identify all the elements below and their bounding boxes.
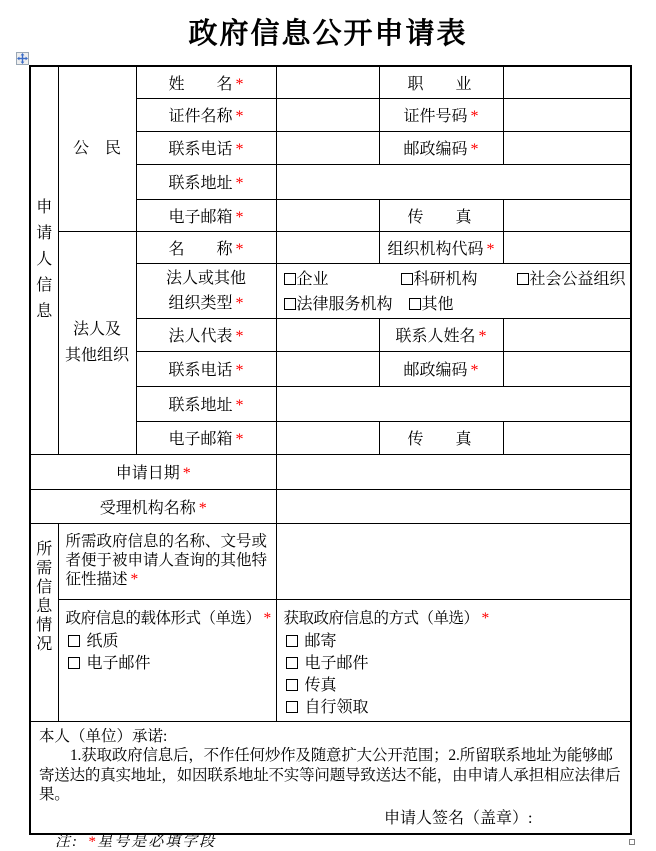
org-code-input-cell[interactable]: [503, 231, 631, 263]
required-star: *: [235, 362, 244, 379]
legal-group-header: [58, 231, 136, 454]
required-star: *: [130, 570, 139, 588]
checkbox-item-research[interactable]: [401, 267, 513, 292]
citizen-email-label-cell: [136, 199, 276, 231]
move-arrows-icon: [17, 53, 28, 64]
field-label: 电子邮箱: [168, 431, 233, 448]
org-type-label-line2: [137, 291, 276, 316]
required-star: *: [235, 75, 244, 93]
legal-phone-label-cell: [136, 351, 276, 386]
checkbox-label: 科研机构: [413, 270, 478, 288]
required-star: *: [198, 499, 207, 517]
checkbox-item-fax[interactable]: [277, 674, 631, 696]
checkbox-icon[interactable]: [68, 657, 80, 669]
citizen-idtype-label-cell: [136, 98, 276, 131]
legal-rep-input-cell[interactable]: [276, 318, 379, 351]
required-star: *: [235, 240, 244, 258]
checkbox-icon[interactable]: [286, 635, 298, 647]
field-label: 电子邮箱: [168, 208, 233, 226]
field-label: 联系电话: [168, 141, 233, 158]
checkbox-icon[interactable]: [286, 701, 298, 713]
table-resize-handle[interactable]: [629, 839, 635, 845]
org-type-options-cell: [276, 263, 631, 318]
citizen-group-header: [58, 66, 136, 231]
checkbox-label: 自行领取: [304, 698, 369, 716]
field-label: 联系电话: [168, 362, 233, 379]
checkbox-icon[interactable]: [401, 273, 413, 285]
signature-label: 申请人签名（盖章）:: [384, 809, 533, 827]
required-star: *: [87, 834, 98, 850]
checkbox-icon[interactable]: [68, 635, 80, 647]
citizen-fax-label-cell: [379, 199, 503, 231]
checkbox-label: 社会公益组织: [529, 270, 626, 288]
citizen-postcode-label-cell: [379, 131, 503, 164]
legal-postcode-label-cell: [379, 351, 503, 386]
legal-fax-input-cell[interactable]: [503, 421, 631, 454]
required-star: *: [486, 240, 495, 258]
field-label: 联系人姓名: [395, 328, 476, 345]
org-type-options-line1: [284, 267, 631, 292]
required-star: *: [235, 294, 244, 312]
citizen-name-label-cell: [136, 66, 276, 98]
field-label: 获取政府信息的方式（单选）: [283, 609, 479, 627]
field-label: 申请日期: [115, 465, 180, 482]
checkbox-label: 企业: [296, 270, 329, 288]
obtain-method-cell: [276, 599, 631, 721]
org-name-input-cell[interactable]: [276, 231, 379, 263]
field-label: 法人代表: [168, 328, 233, 345]
citizen-fax-input-cell[interactable]: [503, 199, 631, 231]
pledge-cell: [30, 721, 631, 834]
apply-date-input-cell[interactable]: [276, 454, 631, 489]
contact-name-label-cell: [379, 318, 503, 351]
org-type-options-line2: [284, 292, 631, 317]
checkbox-label: 纸质: [86, 632, 119, 650]
checkbox-icon[interactable]: [286, 679, 298, 691]
checkbox-item-self-pickup[interactable]: [277, 696, 631, 718]
field-label: 政府信息的载体形式（单选）: [65, 609, 261, 627]
legal-address-label-cell: [136, 386, 276, 421]
checkbox-icon[interactable]: [517, 273, 529, 285]
required-star: *: [235, 141, 244, 158]
citizen-idnumber-label-cell: [379, 98, 503, 131]
field-label: 受理机构名称: [99, 499, 196, 517]
required-star: *: [478, 328, 487, 345]
field-label: 名 称: [168, 240, 233, 258]
table-move-handle[interactable]: [16, 52, 29, 65]
checkbox-label: 其他: [421, 295, 454, 313]
field-label: 证件号码: [403, 108, 468, 125]
citizen-idtype-input-cell[interactable]: [276, 98, 379, 131]
checkbox-item-enterprise[interactable]: [284, 267, 397, 292]
checkbox-label: 传真: [304, 676, 337, 694]
checkbox-item-method-email[interactable]: [277, 652, 631, 674]
required-star: *: [235, 431, 244, 448]
citizen-address-input-cell[interactable]: [276, 164, 631, 199]
carrier-format-cell: [58, 599, 276, 721]
checkbox-label: 电子邮件: [86, 654, 151, 672]
citizen-email-input-cell[interactable]: [276, 199, 379, 231]
citizen-occupation-label-cell: [379, 66, 503, 98]
citizen-idnumber-input-cell[interactable]: [503, 98, 631, 131]
field-label: 所需政府信息的名称、文号或者便于被申请人查询的其他特征性描述: [65, 532, 268, 588]
pledge-heading: 本人（单位）承诺:: [39, 727, 168, 745]
checkbox-item-paper[interactable]: [59, 630, 276, 652]
legal-group-label-line2: 其他组织: [64, 346, 129, 364]
checkbox-item-carrier-email[interactable]: [59, 652, 276, 674]
field-label: 邮政编码: [403, 362, 468, 379]
footnote-text: 星号是必填字段: [97, 834, 217, 850]
legal-fax-label-cell: [379, 421, 503, 454]
legal-phone-input-cell[interactable]: [276, 351, 379, 386]
citizen-phone-input-cell[interactable]: [276, 131, 379, 164]
pledge-body: 1.获取政府信息后，不作任何炒作及随意扩大公开范围；2.所留联系地址为能够邮寄送达的真实地址，如因联系地址不实等问题导致送达不能，由申请人承担相应法律后果。: [39, 747, 621, 803]
citizen-address-label-cell: [136, 164, 276, 199]
legal-email-input-cell[interactable]: [276, 421, 379, 454]
checkbox-item-public-welfare[interactable]: [517, 267, 626, 292]
checkbox-icon[interactable]: [284, 298, 296, 310]
legal-postcode-input-cell[interactable]: [503, 351, 631, 386]
org-type-label-line1: 法人或其他: [165, 269, 246, 287]
field-label: 组织类型: [168, 294, 233, 312]
checkbox-icon[interactable]: [286, 657, 298, 669]
citizen-name-input-cell[interactable]: [276, 66, 379, 98]
field-label: 联系地址: [168, 175, 233, 192]
obtain-method-title: [277, 600, 631, 630]
field-label: 职 业: [407, 75, 472, 93]
carrier-format-title: [59, 600, 276, 630]
org-name-label-cell: [136, 231, 276, 263]
org-type-label-cell: [136, 263, 276, 318]
legal-group-label-line1: 法人及: [72, 320, 121, 338]
citizen-phone-label-cell: [136, 131, 276, 164]
checkbox-icon[interactable]: [284, 273, 296, 285]
citizen-postcode-input-cell[interactable]: [503, 131, 631, 164]
field-label: 姓 名: [168, 75, 233, 93]
field-label: 传 真: [407, 208, 472, 226]
required-star: *: [263, 609, 271, 627]
application-form-table: [29, 65, 632, 835]
agency-name-input-cell[interactable]: [276, 489, 631, 523]
applicant-info-label: 申请人信息: [36, 199, 53, 321]
required-star: *: [481, 609, 489, 627]
legal-email-label-cell: [136, 421, 276, 454]
legal-address-input-cell[interactable]: [276, 386, 631, 421]
checkbox-label: 邮寄: [304, 632, 337, 650]
required-star: *: [182, 465, 191, 482]
legal-rep-label-cell: [136, 318, 276, 351]
checkbox-item-legal-service[interactable]: [284, 292, 405, 317]
required-star: *: [470, 362, 479, 379]
checkbox-label: 法律服务机构: [296, 295, 393, 313]
field-label: 联系地址: [168, 397, 233, 414]
required-star: *: [235, 175, 244, 192]
info-description-label-cell: [58, 523, 276, 599]
required-star: *: [235, 208, 244, 226]
info-section-header: [30, 523, 58, 721]
required-star: *: [235, 328, 244, 345]
required-star: *: [470, 141, 479, 158]
apply-date-label-cell: [30, 454, 276, 489]
required-star: *: [470, 108, 479, 125]
field-label: 组织机构代码: [387, 240, 484, 258]
agency-name-label-cell: [30, 489, 276, 523]
field-label: 邮政编码: [403, 141, 468, 158]
applicant-info-header: [30, 66, 58, 454]
required-star: *: [235, 108, 244, 125]
checkbox-item-other[interactable]: [409, 292, 454, 317]
footnote-prefix: 注:: [55, 834, 79, 850]
citizen-group-label: 公 民: [72, 139, 121, 157]
info-section-label: 所需信息情况: [36, 540, 53, 653]
checkbox-icon[interactable]: [409, 298, 421, 310]
contact-name-input-cell[interactable]: [503, 318, 631, 351]
field-label: 传 真: [407, 431, 472, 448]
form-title: 政府信息公开申请表: [188, 18, 468, 50]
required-star: *: [235, 397, 244, 414]
field-label: 证件名称: [168, 108, 233, 125]
checkbox-label: 电子邮件: [304, 654, 369, 672]
info-description-input-cell[interactable]: [276, 523, 631, 599]
checkbox-item-mail[interactable]: [277, 630, 631, 652]
citizen-occupation-input-cell[interactable]: [503, 66, 631, 98]
org-code-label-cell: [379, 231, 503, 263]
